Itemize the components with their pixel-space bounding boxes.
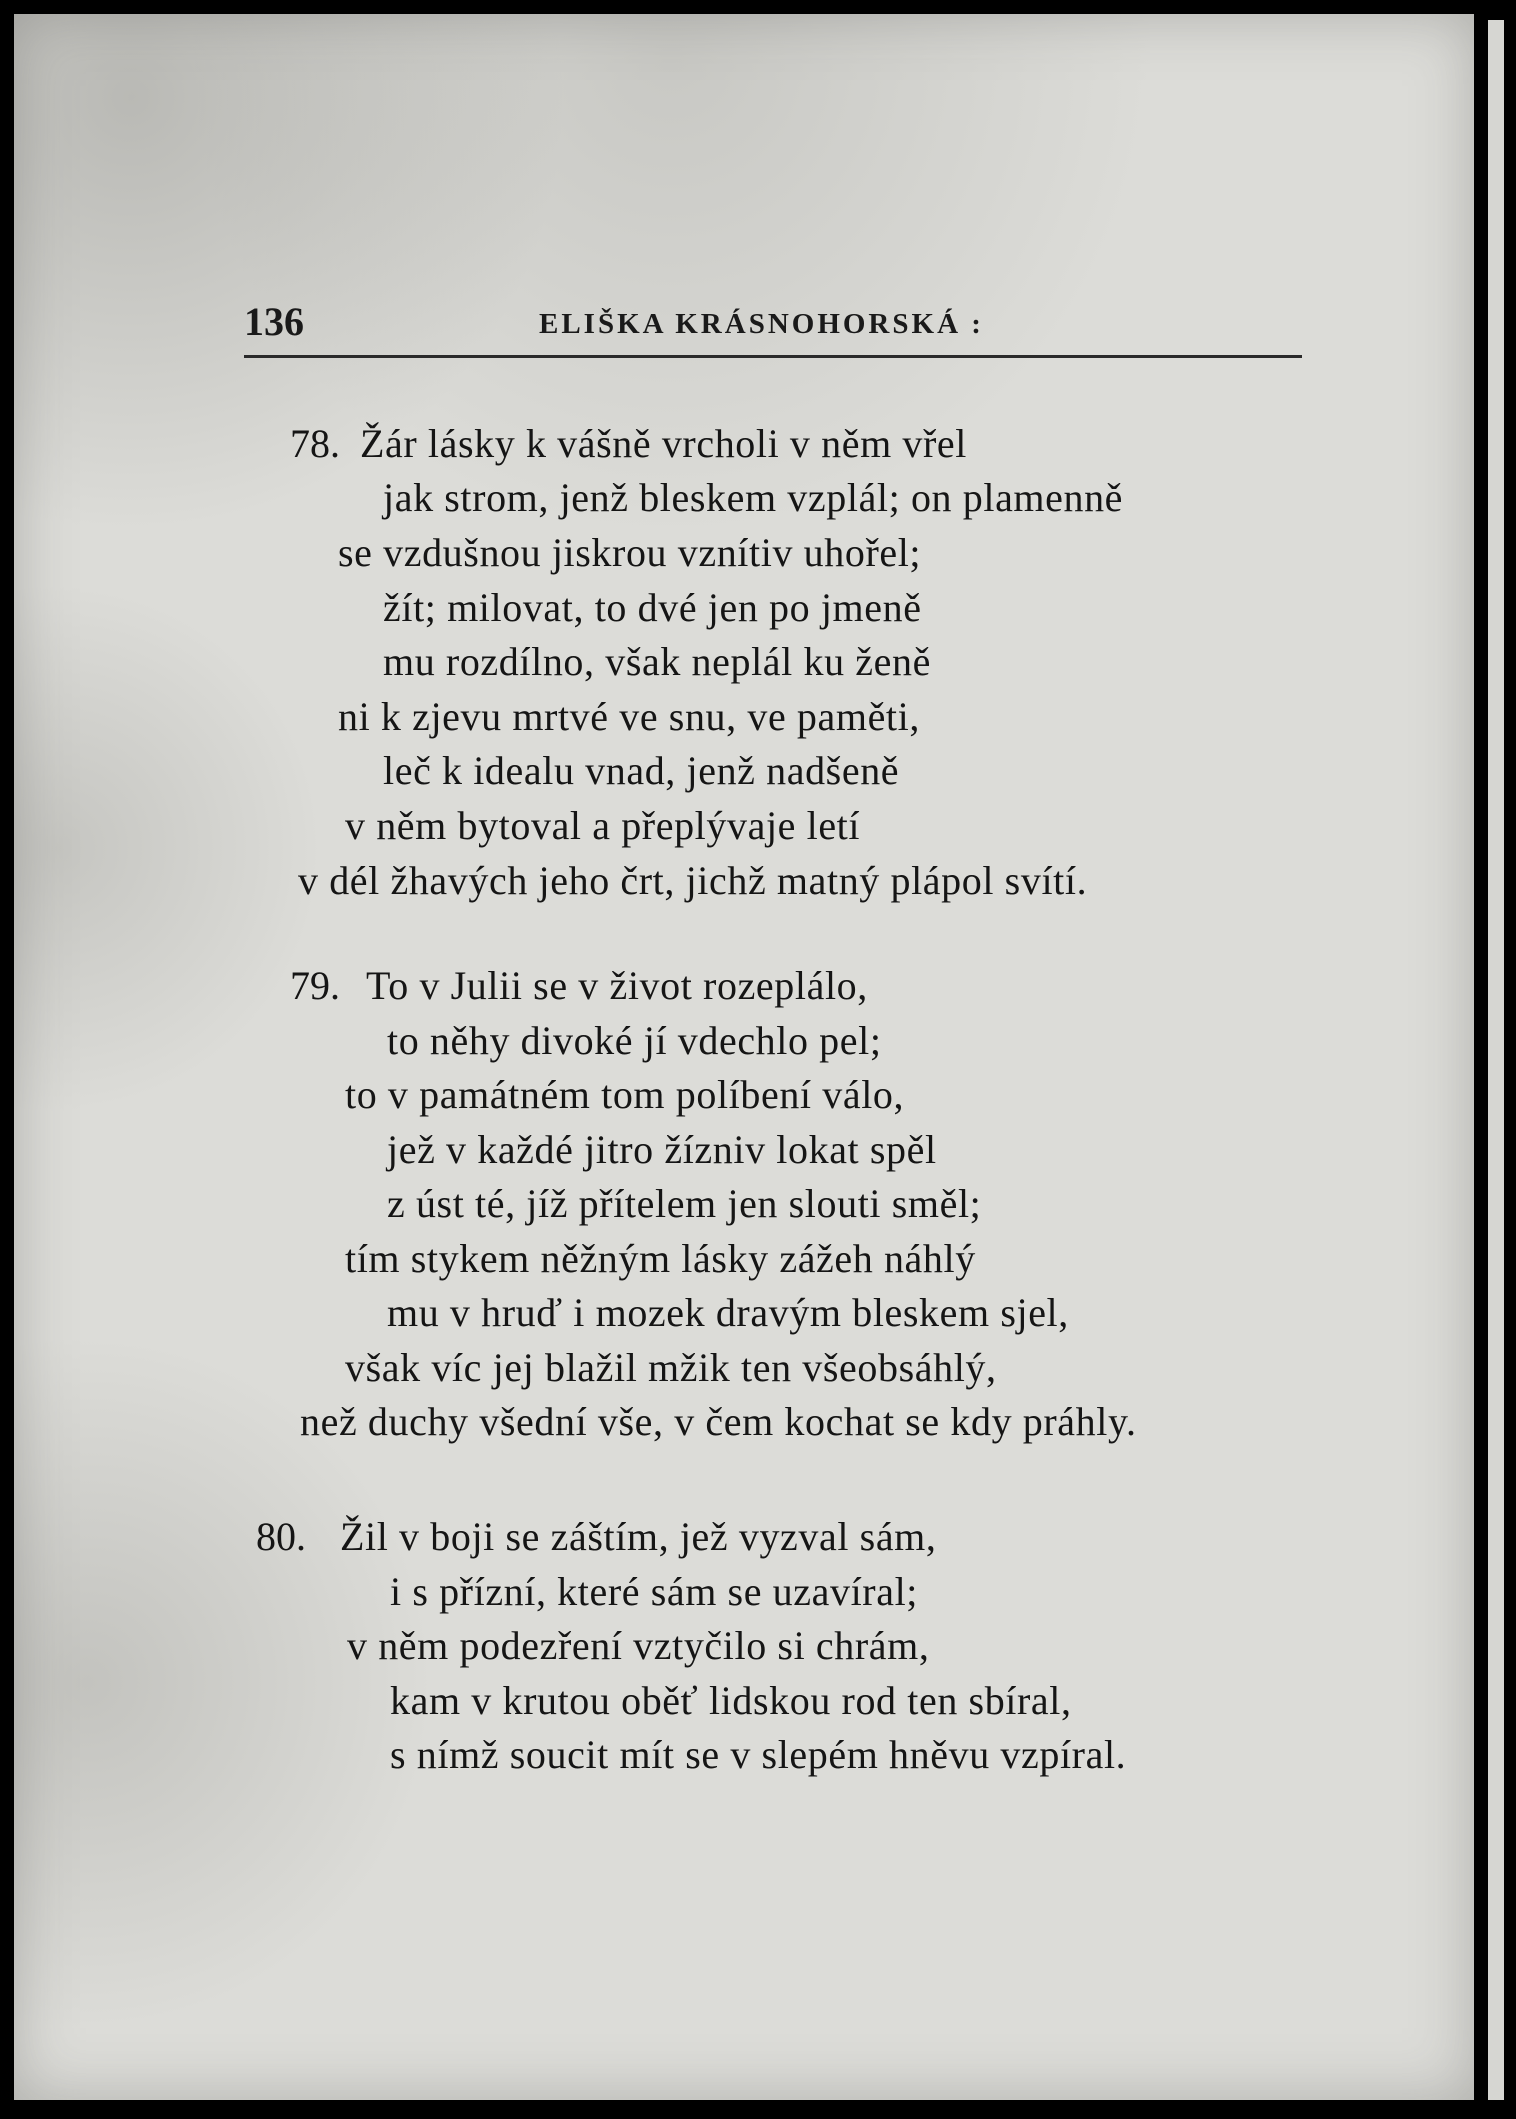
verse-line: leč k idealu vnad, jenž nadšeně: [383, 748, 900, 793]
verse-line: však víc jej blažil mžik ten všeobsáhlý,: [345, 1345, 997, 1390]
page-header: [244, 298, 1304, 348]
header-rule: [244, 355, 1302, 358]
stanza-number: 80.: [256, 1514, 306, 1559]
verse-line: jež v každé jitro žízniv lokat spěl: [387, 1127, 937, 1172]
verse-line: To v Julii se v život rozeplálo,: [366, 963, 868, 1008]
adjacent-page-edge: [1488, 20, 1504, 2100]
verse-line: z úst té, jíž přítelem jen slouti směl;: [387, 1181, 982, 1226]
verse-line: Žár lásky k vášně vrcholi v něm vřel: [360, 421, 967, 466]
verse-line: v něm bytoval a přeplývaje letí: [345, 803, 861, 848]
verse-line: žít; milovat, to dvé jen po jmeně: [383, 585, 922, 630]
verse-line: jak strom, jenž bleskem vzplál; on plamenně: [383, 475, 1124, 520]
page-number: 136: [244, 299, 304, 344]
verse-line: v něm podezření vztyčilo si chrám,: [347, 1623, 930, 1668]
running-title: ELIŠKA KRÁSNOHORSKÁ :: [539, 308, 984, 340]
verse-line: s nímž soucit mít se v slepém hněvu vzpíral.: [390, 1732, 1127, 1777]
stanza-number: 79.: [290, 963, 340, 1008]
stanza-number: 78.: [290, 421, 340, 466]
verse-line: to něhy divoké jí vdechlo pel;: [387, 1018, 882, 1063]
verse-line: i s přízní, které sám se uzavíral;: [390, 1569, 918, 1614]
verse-line: to v památném tom políbení válo,: [345, 1072, 905, 1117]
verse-line: kam v krutou oběť lidskou rod ten sbíral,: [390, 1678, 1072, 1723]
verse-line: mu rozdílno, však neplál ku ženě: [383, 639, 931, 684]
verse-line: tím stykem něžným lásky zážeh náhlý: [345, 1236, 976, 1281]
verse-line: Žil v boji se záštím, jež vyzval sám,: [340, 1514, 937, 1559]
verse-line: se vzdušnou jiskrou vznítiv uhořel;: [338, 530, 922, 575]
verse-line: mu v hruď i mozek dravým bleskem sjel,: [387, 1290, 1069, 1335]
verse-line: ni k zjevu mrtvé ve snu, ve paměti,: [338, 694, 920, 739]
verse-line: v dél žhavých jeho črt, jichž matný plápol svítí.: [298, 858, 1088, 903]
verse-line: než duchy všední vše, v čem kochat se kdy práhly.: [300, 1399, 1137, 1444]
